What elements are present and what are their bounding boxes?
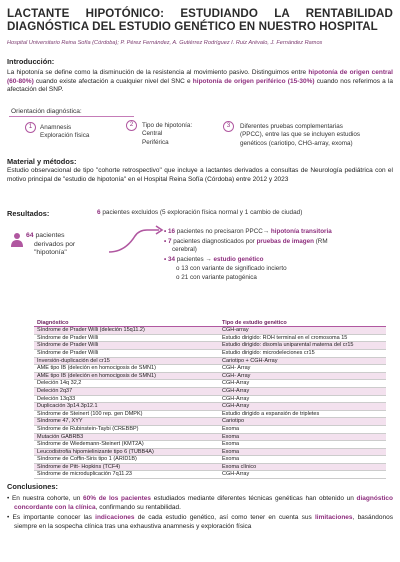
study-type-cell: Estudio dirigido: ROH terminal en el cromosoma 15 [219, 334, 386, 342]
table-row [34, 395, 386, 403]
diagnosis-cell: Deleción 2q37 [34, 387, 219, 395]
diagnosis-cell: Síndrome 47, XYY [34, 418, 219, 426]
diagnosis-cell: Síndrome de microduplicación 7q11.23 [34, 471, 219, 479]
conclusion-item: • En nuestra cohorte, un 60% de los pacientes estudiados mediante diferentes técnicas genéticas han obtenido un diagnóstico concordante con la clínica, confirmando su rentabilidad. [7, 495, 394, 512]
table-header-row [34, 319, 386, 327]
diagnosis-cell: Síndrome de Rubinstein-Taybi (CREBBP) [34, 425, 219, 433]
table-row [34, 357, 386, 365]
step-1-badge: 1 [25, 122, 36, 133]
table-row [34, 372, 386, 380]
intro-text: La hipotonía se define como la disminución de la resistencia al movimiento pasivo. Distinguimos entre hipotonía de origen central (60-80%) cuando existe afectación a cualquier nivel del SNC e hipotonía de origen periférico (15-30%) cuando nos referimos a la afectación del SNP. [7, 69, 393, 94]
diagnosis-cell: Síndrome de Pitt- Hopkins (TCF4) [34, 463, 219, 471]
table-row [34, 418, 386, 426]
result-bullet-imaging: • 7 pacientes diagnosticados por pruebas de imagen (RM [164, 238, 328, 245]
diagnosis-cell: Síndrome de Prader Willi [34, 342, 219, 350]
step-2-badge: 2 [126, 120, 137, 131]
diagnosis-cell: Inversión-duplicación del cr15 [34, 357, 219, 365]
study-type-cell: Estudio dirigido: disomía uniparental materna del cr15 [219, 342, 386, 350]
study-type-cell: CGH-Array [219, 403, 386, 411]
step-1-text: Anamnesis Exploración física [40, 124, 90, 140]
authors-line: Hospital Universitario Reina Sofía (Córdoba); P. Pérez Fernández, A. Gutiérrez Rodríguez I. Ruiz Arévalo, J. Fernández Ramos [7, 40, 323, 46]
diagnosis-cell: Síndrome de Steinert (100 rep. gen DMPK) [34, 410, 219, 418]
diagnosis-cell: Síndrome de Prader Willi [34, 334, 219, 342]
diagnosis-cell: Deleción 13q33 [34, 395, 219, 403]
table-row [34, 441, 386, 449]
conclusions-list [7, 494, 393, 532]
diagnosis-cell: Mutación GABRB3 [34, 433, 219, 441]
study-type-cell: CGH- Array [219, 365, 386, 373]
genetic-pathogenic: o 21 con variante patogénica [176, 274, 257, 281]
table-row [34, 349, 386, 357]
study-type-cell: Cariotipo [219, 418, 386, 426]
diagnosis-cell: Leucodistrofia hipomielinizante tipo 6 (TUBB4A) [34, 448, 219, 456]
table-row [34, 471, 386, 479]
patients-icon [10, 232, 24, 248]
table-row [34, 334, 386, 342]
study-type-cell: Exoma [219, 448, 386, 456]
diagnosis-cell: Síndrome de Coffin-Siris tipo 1 (ARID1B) [34, 456, 219, 464]
table-row [34, 342, 386, 350]
study-type-cell: Estudio dirigido: microdeleciones cr15 [219, 349, 386, 357]
table-row [34, 410, 386, 418]
diagnosis-cell: Duplicación 3p14.3p12.1 [34, 403, 219, 411]
study-type-cell: Cariotipo + CGH-Array [219, 357, 386, 365]
orientation-divider [9, 116, 134, 117]
study-type-cell: CGH- Array [219, 372, 386, 380]
table-row [34, 448, 386, 456]
study-type-cell: CGH-Array [219, 471, 386, 479]
results-heading: Resultados: [7, 209, 50, 218]
table-row [34, 433, 386, 441]
genetic-vus: o 13 con variante de significado incierto [176, 265, 287, 272]
table-row [34, 380, 386, 388]
table-row [34, 425, 386, 433]
conclusions-heading: Conclusiones: [7, 482, 58, 491]
study-type-cell: Exoma [219, 425, 386, 433]
table-row [34, 387, 386, 395]
result-bullet-genetic: • 34 pacientes → estudio genético [164, 256, 264, 263]
total-patients: 64 pacientes derivados por "hipotonía" [26, 232, 76, 257]
table-row [34, 463, 386, 471]
column-header-study: Tipo de estudio genético [219, 319, 386, 327]
study-type-cell: CGH-array [219, 327, 386, 335]
study-type-cell: Estudio dirigido a expansión de tripletes [219, 410, 386, 418]
column-header-diagnosis: Diagnóstico [34, 319, 219, 327]
study-type-cell: Exoma [219, 433, 386, 441]
diagnosis-cell: Deleción 14q 32,2 [34, 380, 219, 388]
diagnosis-cell: Síndrome de Prader Willi [34, 349, 219, 357]
methods-text: Estudio observacional de tipo "cohorte retrospectivo" que incluye a lactantes derivados a consultas de Neurología pediátrica con el motivo principal de "estudio de hipotonía" en el Hospital Reina Sofía (Córdoba) entre 2012 y 2023 [7, 167, 393, 183]
result-bullet-imaging-cont: cerebral) [172, 246, 197, 253]
study-type-cell: Exoma [219, 456, 386, 464]
step-3-badge: 3 [223, 121, 234, 132]
table-row [34, 456, 386, 464]
study-type-cell: CGH-Array [219, 380, 386, 388]
poster-title: LACTANTE HIPOTÓNICO: ESTUDIANDO LA RENTABILIDAD DIAGNÓSTICA DEL ESTUDIO GENÉTICO EN NUESTRO HOSPITAL [7, 7, 393, 33]
step-3-text: Diferentes pruebas complementarias (PPCC), entre las que se incluyen estudios genéticos (cariotipo, CHG-array, exoma) [240, 123, 361, 147]
intro-heading: Introducción: [7, 57, 55, 66]
diagnosis-cell: AME tipo IB (deleción en homocigosis de SMN1) [34, 372, 219, 380]
diagnosis-table [34, 319, 386, 479]
study-type-cell: Exoma [219, 441, 386, 449]
diagnosis-cell: Síndrome de Wiedemann-Steinert (KMT2A) [34, 441, 219, 449]
study-type-cell: CGH-Array [219, 387, 386, 395]
orientation-label: Orientación diagnóstica: [11, 108, 82, 115]
table-row [34, 403, 386, 411]
diagnosis-cell: AME tipo IB (deleción en homocigosis de SMN1) [34, 365, 219, 373]
excluded-note: 6 pacientes excluidos (5 exploración física normal y 1 cambio de ciudad) [97, 209, 303, 216]
methods-heading: Material y métodos: [7, 157, 77, 166]
table-row [34, 365, 386, 373]
result-bullet-transient: • 16 pacientes no precisaron PPCC→ hipotonía transitoria [164, 228, 332, 235]
conclusion-item: • Es importante conocer las indicaciones de cada estudio genético, así como tener en cuenta sus limitaciones, basándonos siempre en la sospecha clínica tras una exhaustiva anamnesis y exploración física [7, 514, 393, 531]
study-type-cell: Exoma clínico [219, 463, 386, 471]
step-2-text: Tipo de hipotonía: Central Periférica [142, 122, 193, 146]
flow-arrow-icon [105, 222, 165, 258]
study-type-cell: CGH-Array [219, 395, 386, 403]
table-row [34, 327, 386, 335]
diagnosis-cell: Síndrome de Prader Willi (deleción 15q11.2) [34, 327, 219, 335]
